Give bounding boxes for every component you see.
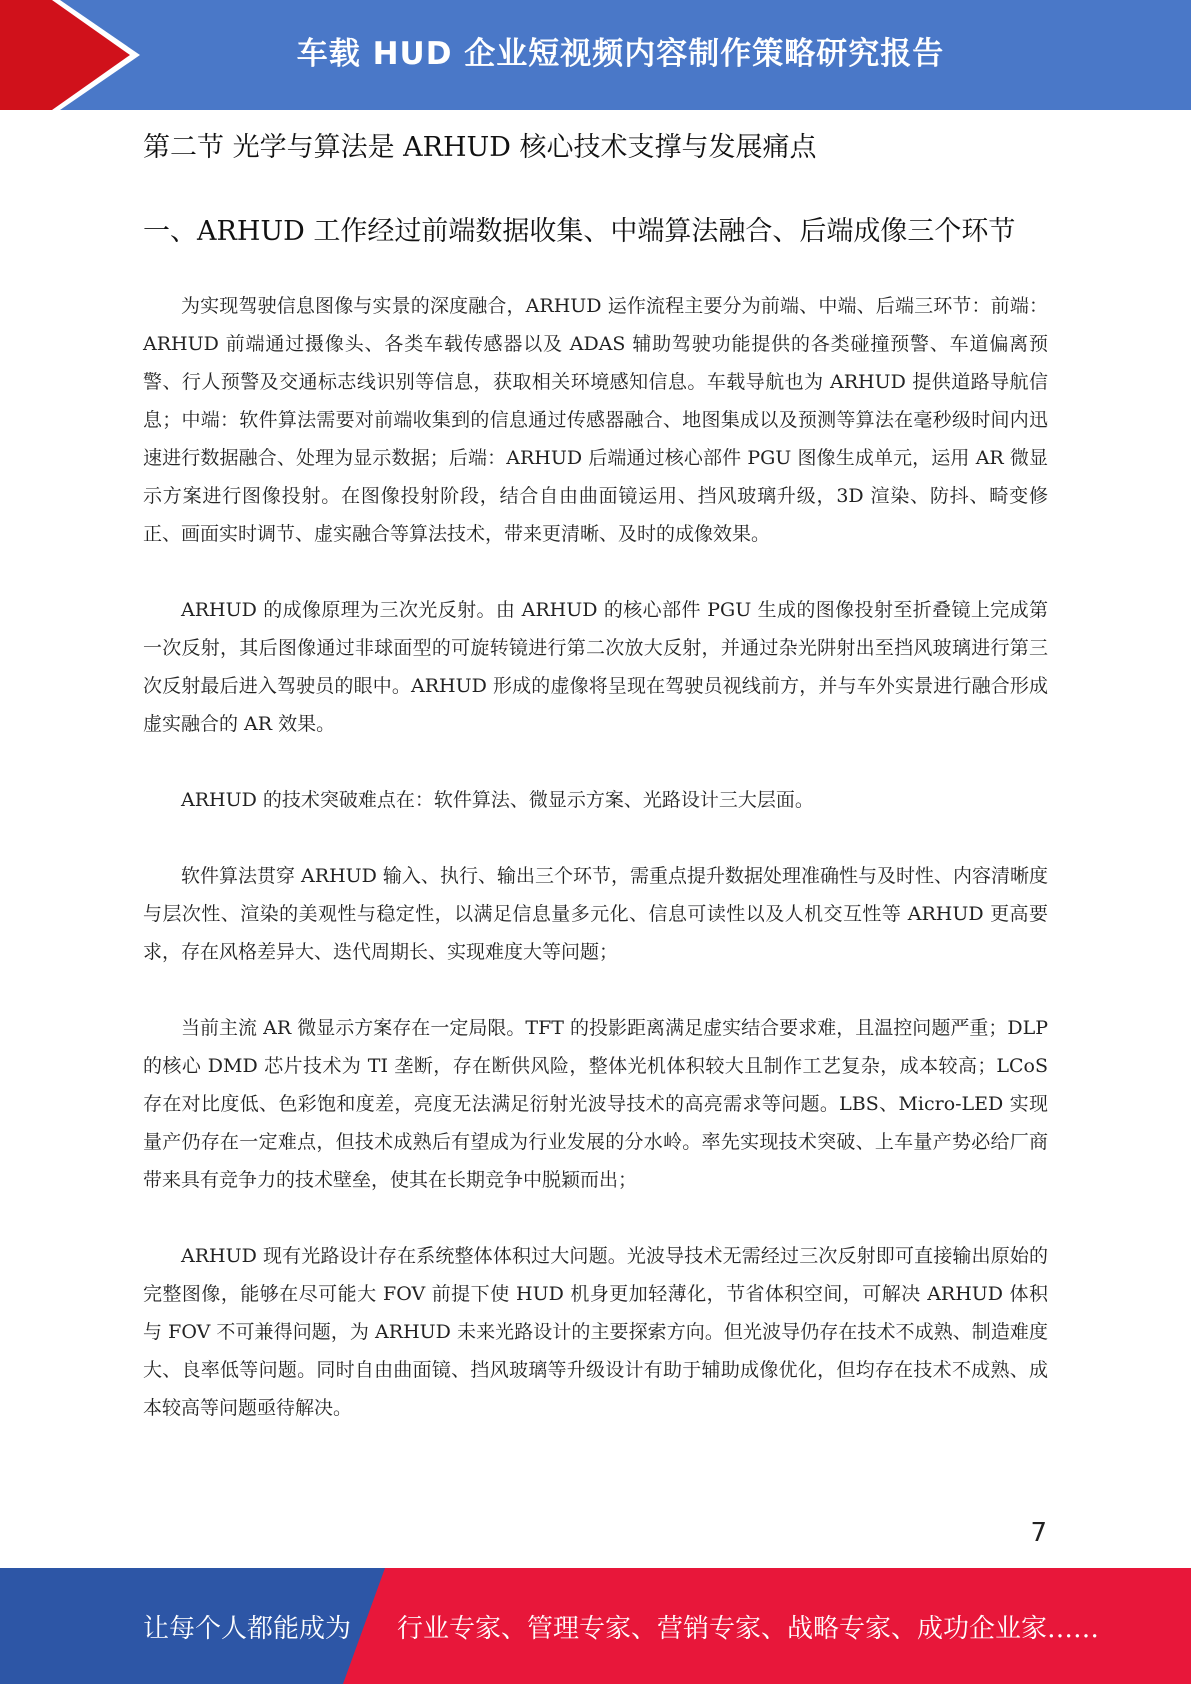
paragraph-workflow: 为实现驾驶信息图像与实景的深度融合，ARHUD 运作流程主要分为前端、中端、后端三环节：前端：ARHUD 前端通过摄像头、各类车载传感器以及 ADAS 辅助驾驶功能提供的各类碰撞预警、车道偏离预警、行人预警及交通标志线识别等信息，获取相关环境感知信息。车载导航也为 ARHUD 提供道路导航信息；中端：软件算法需要对前端收集到的信息通过传感器融合、地图集成以及预测等算法在毫秒级时间内迅速进行数据融合、处理为显示数据；后端：ARHUD 后端通过核心部件 PGU 图像生成单元，运用 AR 微显示方案进行图像投射。在图像投射阶段，结合自由曲面镜运用、挡风玻璃升级，3D 渲染、防抖、畸变修正、画面实时调节、虚实融合等算法技术，带来更清晰、及时的成像效果。 [143,295,1048,545]
paragraph-imaging-principle: ARHUD 的成像原理为三次光反射。由 ARHUD 的核心部件 PGU 生成的图像投射至折叠镜上完成第一次反射，其后图像通过非球面型的可旋转镜进行第二次放大反射，并通过杂光阱射出至挡风玻璃进行第三次反射最后进入驾驶员的眼中。ARHUD 形成的虚像将呈现在驾驶员视线前方，并与车外实景进行融合形成虚实融合的 AR 效果。 [143,599,1048,735]
report-title: 车载 HUD 企业短视频内容制作策略研究报告 [296,35,945,72]
section-title: 第二节 光学与算法是 ARHUD 核心技术支撑与发展痛点 [143,132,817,163]
paragraph-optical-path: ARHUD 现有光路设计存在系统整体体积过大问题。光波导技术无需经过三次反射即可直接输出原始的完整图像，能够在尽可能大 FOV 前提下使 HUD 机身更加轻薄化，节省体积空间，可解决 ARHUD 体积与 FOV 不可兼得问题，为 ARHUD 未来光路设计的主要探索方向。但光波导仍存在技术不成熟、制造难度大、良率低等问题。同时自由曲面镜、挡风玻璃等升级设计有助于辅助成像优化，但均存在技术不成熟、成本较高等问题亟待解决。 [143,1245,1048,1419]
header-chevron-decoration [0,0,160,110]
footer-banner [0,1568,1191,1684]
header-bar [0,0,1191,110]
paragraph-software-algorithm: 软件算法贯穿 ARHUD 输入、执行、输出三个环节，需重点提升数据处理准确性与及时性、内容清晰度与层次性、渲染的美观性与稳定性，以满足信息量多元化、信息可读性以及人机交互性等 ARHUD 更高要求，存在风格差异大、迭代周期长、实现难度大等问题； [143,865,1048,963]
paragraph-micro-display: 当前主流 AR 微显示方案存在一定局限。TFT 的投影距离满足虚实结合要求难，且温控问题严重；DLP 的核心 DMD 芯片技术为 TI 垄断，存在断供风险，整体光机体积较大且制作工艺复杂，成本较高；LCoS 存在对比度低、色彩饱和度差，亮度无法满足衍射光波导技术的高亮需求等问题。LBS、Micro-LED 实现量产仍存在一定难点，但技术成熟后有望成为行业发展的分水岭。率先实现技术突破、上车量产势必给厂商带来具有竞争力的技术壁垒，使其在长期竞争中脱颖而出； [143,1017,1048,1191]
page-number: 7 [1030,1518,1047,1548]
footer-slogan-right: 行业专家、管理专家、营销专家、战略专家、成功企业家…… [397,1613,1100,1644]
subsection-title: 一、ARHUD 工作经过前端数据收集、中端算法融合、后端成像三个环节 [143,216,1016,247]
paragraph-technical-difficulties: ARHUD 的技术突破难点在：软件算法、微显示方案、光路设计三大层面。 [181,789,814,811]
body-text [143,287,1048,1465]
footer-slogan-left: 让每个人都能成为 [143,1613,352,1644]
